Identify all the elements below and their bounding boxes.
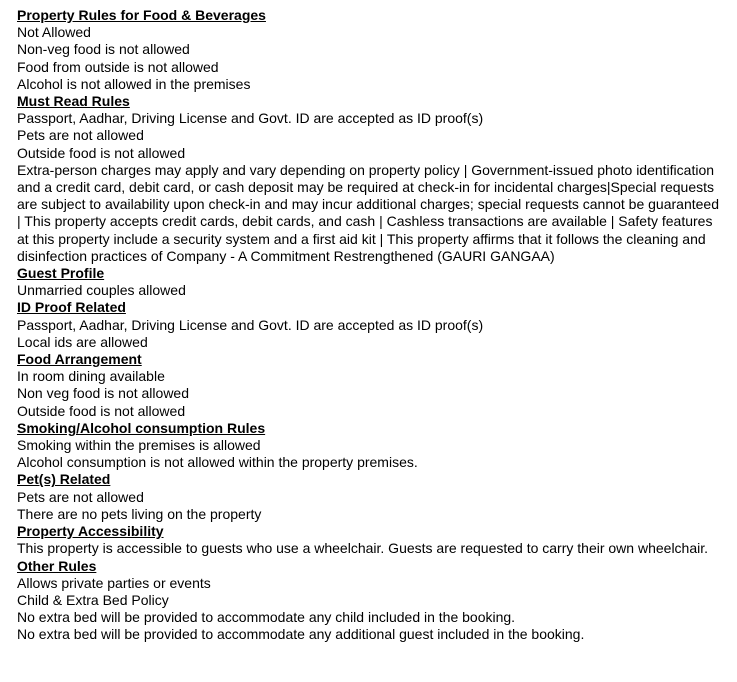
rule-text: Not Allowed: [17, 24, 91, 41]
section-heading: Smoking/Alcohol consumption Rules: [17, 419, 266, 436]
section-heading: Property Accessibility: [17, 523, 164, 540]
rule-text: Allows private parties or events: [17, 574, 211, 591]
rule-text: Alcohol consumption is not allowed within the property premises.: [17, 454, 418, 471]
rule-text: Pets are not allowed: [17, 127, 144, 144]
rule-text: There are no pets living on the property: [17, 505, 262, 522]
section-heading: Property Rules for Food & Beverages: [17, 7, 266, 23]
rule-text: Extra-person charges may apply and vary depending on property policy | Government-issued photo identification and a credit card, debit card, or cash deposit may be required at check-in for incidental charges|Special requests are subject to availability upon check-in and may incur additional charges; special requests cannot be guaranteed | This property accepts credit cards, debit cards, and cash | Cashless transactions are available | Safety features at this property include a security system and a first aid kit | This property affirms that it follows the cleaning and disinfection practices of Company - A Commitment Restrengthened (GAURI GANGAA): [17, 161, 719, 264]
rule-text: Pets are not allowed: [17, 488, 144, 505]
rule-text: Alcohol is not allowed in the premises: [17, 75, 251, 92]
rule-text: Passport, Aadhar, Driving License and Govt. ID are accepted as ID proof(s): [17, 316, 484, 333]
rule-text: Non-veg food is not allowed: [17, 41, 190, 58]
rule-text: No extra bed will be provided to accommodate any child included in the booking.: [17, 609, 516, 626]
section-heading: Must Read Rules: [17, 93, 130, 110]
rule-text: No extra bed will be provided to accommodate any additional guest included in the booking.: [17, 626, 585, 643]
section-heading: Pet(s) Related: [17, 471, 111, 488]
rule-text: Food from outside is not allowed: [17, 58, 219, 75]
rule-text: Local ids are allowed: [17, 333, 148, 350]
rule-text: Passport, Aadhar, Driving License and Govt. ID are accepted as ID proof(s): [17, 110, 484, 127]
rule-text: Outside food is not allowed: [17, 402, 186, 419]
section-heading: ID Proof Related: [17, 299, 126, 316]
section-heading: Other Rules: [17, 557, 97, 574]
rule-text: Child & Extra Bed Policy: [17, 591, 169, 608]
rule-text: Unmarried couples allowed: [17, 282, 186, 299]
rule-text: In room dining available: [17, 368, 165, 385]
section-heading: Guest Profile: [17, 265, 105, 282]
rule-text: Outside food is not allowed: [17, 144, 186, 161]
rule-text: This property is accessible to guests who use a wheelchair. Guests are requested to carry their own wheelchair.: [17, 540, 709, 557]
section-heading: Food Arrangement: [17, 351, 142, 368]
rule-text: Smoking within the premises is allowed: [17, 437, 261, 454]
rule-text: Non veg food is not allowed: [17, 385, 189, 402]
